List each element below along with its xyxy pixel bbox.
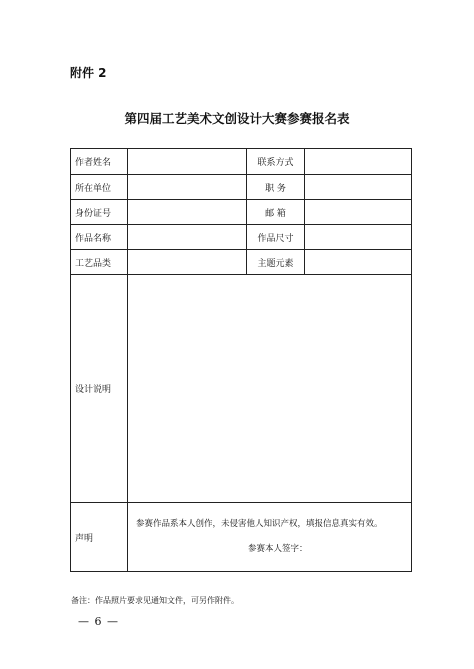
field-contact[interactable] [305, 149, 412, 175]
field-theme[interactable] [305, 250, 412, 275]
field-work-name[interactable] [128, 225, 247, 250]
form-row-design [71, 275, 412, 503]
field-email[interactable] [305, 200, 412, 225]
field-position[interactable] [305, 175, 412, 200]
signature-label: 参赛本人签字： [248, 543, 308, 554]
page-number: — 6 — [78, 615, 119, 628]
label-position: 职 务 [247, 175, 305, 200]
field-craft-category[interactable] [128, 250, 247, 275]
field-work-size[interactable] [305, 225, 412, 250]
label-work-name: 作品名称 [71, 225, 128, 250]
form-row-work [71, 225, 412, 250]
attachment-label: 附件 2 [70, 66, 107, 80]
label-theme: 主题元素 [247, 250, 305, 275]
label-contact: 联系方式 [247, 149, 305, 175]
field-author-name[interactable] [128, 149, 247, 175]
declaration-cell [128, 503, 412, 572]
form-row-category [71, 250, 412, 275]
form-row-author [71, 149, 412, 175]
registration-form-table [70, 148, 412, 572]
form-row-organization [71, 175, 412, 200]
label-organization: 所在单位 [71, 175, 128, 200]
label-design-description: 设计说明 [71, 275, 128, 503]
footer-note: 备注：作品照片要求见通知文件，可另作附件。 [71, 596, 239, 605]
field-id-number[interactable] [128, 200, 247, 225]
form-title: 第四届工艺美术文创设计大赛参赛报名表 [124, 111, 350, 126]
field-design-description[interactable] [128, 275, 412, 503]
form-row-id [71, 200, 412, 225]
label-work-size: 作品尺寸 [247, 225, 305, 250]
label-author-name: 作者姓名 [71, 149, 128, 175]
label-craft-category: 工艺品类 [71, 250, 128, 275]
form-row-declaration [71, 503, 412, 572]
field-organization[interactable] [128, 175, 247, 200]
label-email: 邮 箱 [247, 200, 305, 225]
label-declaration: 声明 [71, 503, 128, 572]
declaration-text: 参赛作品系本人创作，未侵害他人知识产权，填报信息真实有效。 [136, 519, 383, 530]
label-id-number: 身份证号 [71, 200, 128, 225]
